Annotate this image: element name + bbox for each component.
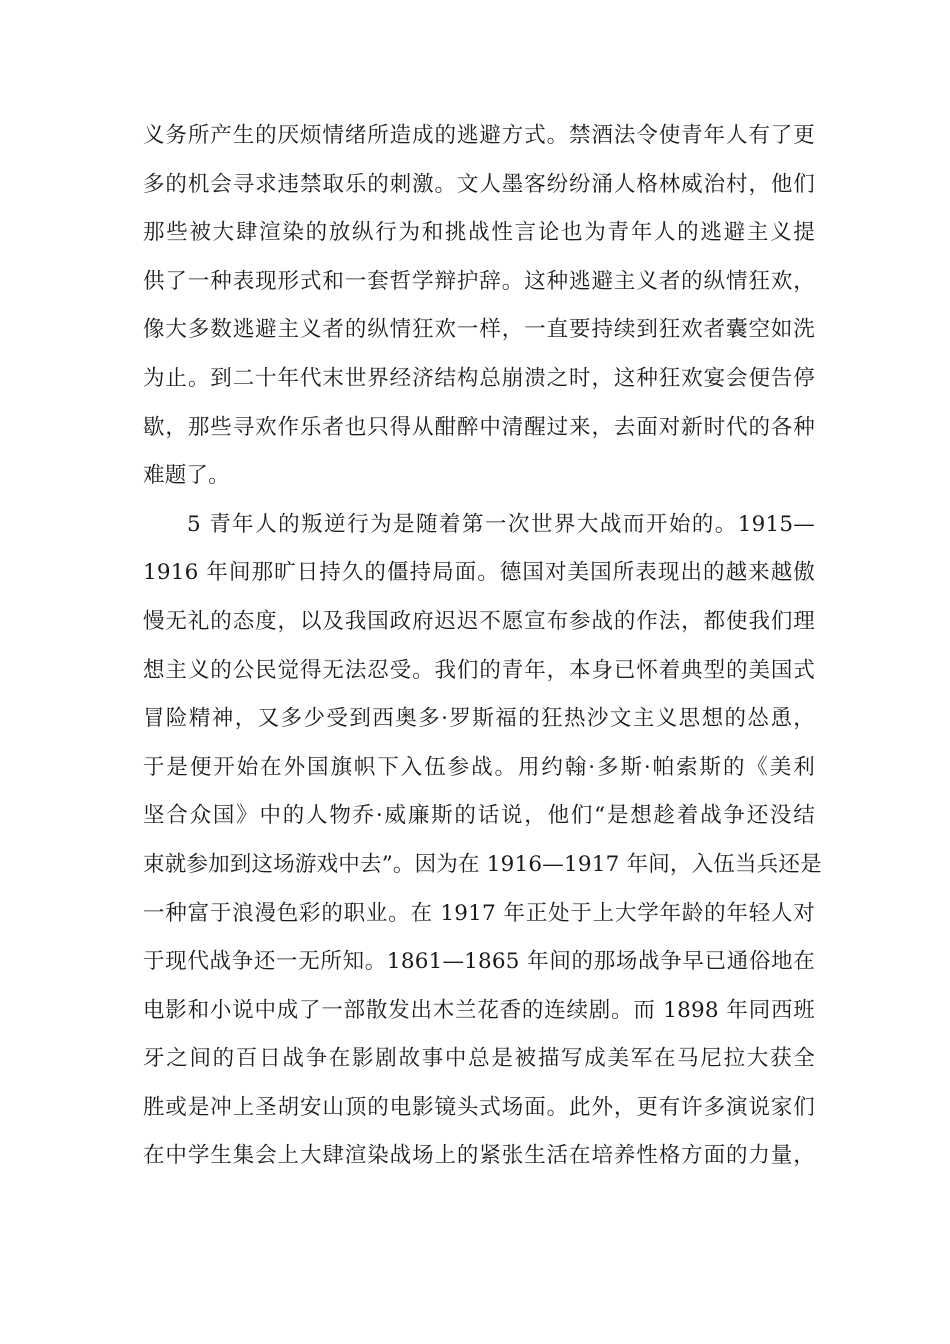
text-line: 电影和小说中成了一部散发出木兰花香的连续剧。而 1898 年同西班 xyxy=(143,997,815,1023)
text-line: 为止。到二十年代末世界经济结构总崩溃之时，这种狂欢宴会便告停 xyxy=(143,365,815,391)
text-line: 胜或是冲上圣胡安山顶的电影镜头式场面。此外，更有许多演说家们 xyxy=(143,1094,815,1120)
text-line: 于是便开始在外国旗帜下入伍参战。用约翰·多斯·帕索斯的《美利 xyxy=(143,754,815,780)
text-line: 1916 年间那旷日持久的僵持局面。德国对美国所表现出的越来越傲 xyxy=(143,560,815,586)
text-line: 坚合众国》中的人物乔·威廉斯的话说，他们“是想趁着战争还没结 xyxy=(143,803,815,829)
text-line: 慢无礼的态度，以及我国政府迟迟不愿宣布参战的作法，都使我们理 xyxy=(143,608,815,634)
text-line: 多的机会寻求违禁取乐的刺激。文人墨客纷纷涌人格林威治村，他们 xyxy=(143,171,815,197)
body-text xyxy=(143,112,822,1181)
text-line: 想主义的公民觉得无法忍受。我们的青年，本身已怀着典型的美国式 xyxy=(143,657,815,683)
text-line: 难题了。 xyxy=(143,463,230,489)
text-line: 于现代战争还一无所知。1861—1865 年间的那场战争早已通俗地在 xyxy=(143,949,815,975)
text-line: 在中学生集会上大肆渲染战场上的紧张生活在培养性格方面的力量， xyxy=(143,1143,815,1169)
text-line: 冒险精神，又多少受到西奥多·罗斯福的狂热沙文主义思想的怂恿， xyxy=(143,706,815,732)
text-line: 歇，那些寻欢作乐者也只得从酣醉中清醒过来，去面对新时代的各种 xyxy=(143,414,815,440)
text-line: 束就参加到这场游戏中去”。因为在 1916—1917 年间，入伍当兵还是 xyxy=(143,851,822,877)
text-line: 牙之间的百日战争在影剧故事中总是被描写成美军在马尼拉大获全 xyxy=(143,1046,815,1072)
text-line: 像大多数逃避主义者的纵情狂欢一样，一直要持续到狂欢者囊空如洗 xyxy=(143,317,815,343)
text-line: 供了一种表现形式和一套哲学辩护辞。这种逃避主义者的纵情狂欢， xyxy=(143,268,815,294)
text-line: 一种富于浪漫色彩的职业。在 1917 年正处于上大学年龄的年轻人对 xyxy=(143,900,815,926)
text-line: 那些被大肆渲染的放纵行为和挑战性言论也为青年人的逃避主义提 xyxy=(143,220,815,246)
text-line: 义务所产生的厌烦情绪所造成的逃避方式。禁酒法令使青年人有了更 xyxy=(143,123,815,148)
text-line: 5 青年人的叛逆行为是随着第一次世界大战而开始的。1915— xyxy=(187,511,815,537)
